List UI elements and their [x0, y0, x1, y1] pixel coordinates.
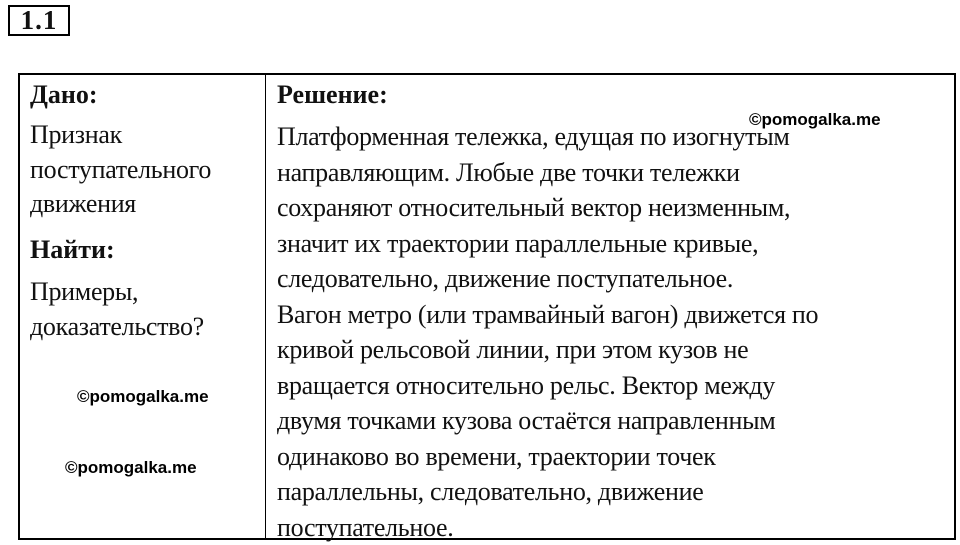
given-heading: Дано:: [30, 80, 98, 110]
solution-text: [277, 119, 818, 545]
solution-table: [18, 73, 956, 540]
solution-line: Вагон метро (или трамвайный вагон) движется по: [277, 297, 818, 333]
solution-line: значит их траектории параллельные кривые,: [277, 226, 818, 262]
find-text: [30, 275, 204, 344]
solution-line: параллельны, следовательно, движение: [277, 474, 818, 510]
solution-line: следовательно, движение поступательное.: [277, 261, 818, 297]
solution-heading: Решение:: [277, 80, 388, 110]
solution-line: сохраняют относительный вектор неизменным,: [277, 190, 818, 226]
watermark: ©pomogalka.me: [749, 110, 881, 130]
find-heading: Найти:: [30, 235, 115, 265]
watermark: ©pomogalka.me: [65, 458, 197, 478]
find-line: Примеры,: [30, 275, 204, 310]
given-line: движения: [30, 187, 211, 222]
solution-line: одинаково во времени, траектории точек: [277, 439, 818, 475]
given-line: Признак: [30, 118, 211, 153]
given-line: поступательного: [30, 153, 211, 188]
solution-line: кривой рельсовой линии, при этом кузов не: [277, 332, 818, 368]
solution-column: [267, 75, 954, 538]
given-column: [20, 75, 266, 538]
given-text: [30, 118, 211, 222]
solution-line: вращается относительно рельс. Вектор между: [277, 368, 818, 404]
watermark: ©pomogalka.me: [77, 387, 209, 407]
solution-line: Платформенная тележка, едущая по изогнутым: [277, 119, 818, 155]
solution-line: направляющим. Любые две точки тележки: [277, 155, 818, 191]
solution-line: поступательное.: [277, 510, 818, 545]
solution-line: двумя точками кузова остаётся направленным: [277, 403, 818, 439]
find-line: доказательство?: [30, 310, 204, 345]
task-number-badge: 1.1: [8, 5, 70, 36]
